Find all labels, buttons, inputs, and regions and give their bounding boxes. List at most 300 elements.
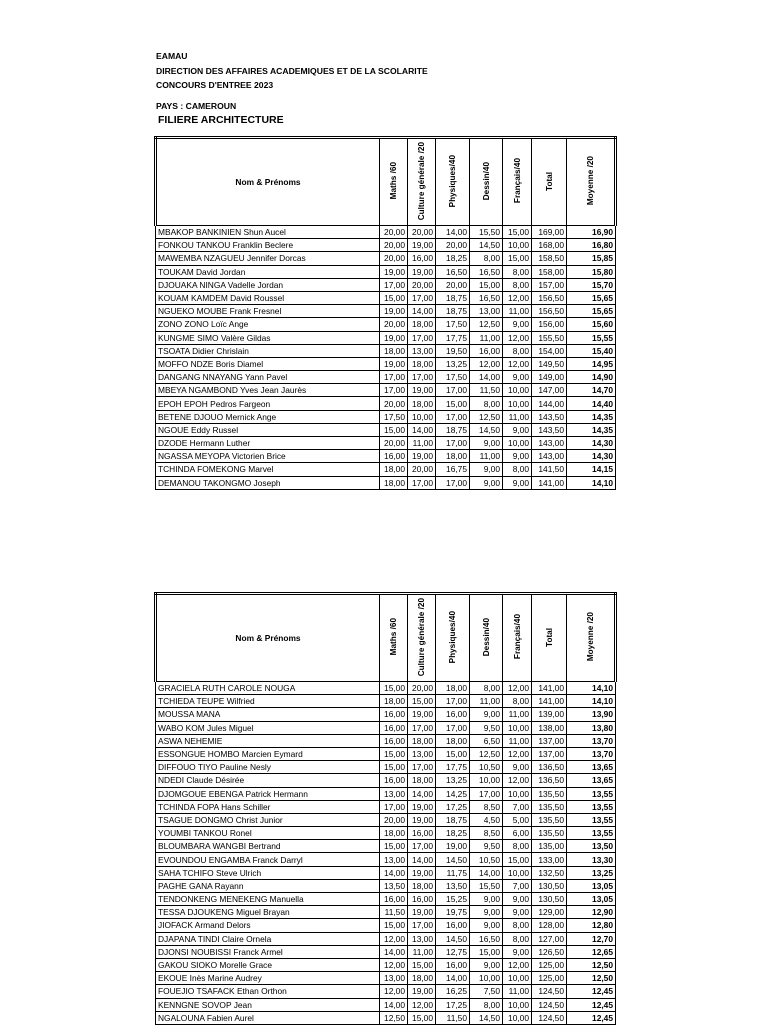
cell-name: MOFFO NDZE Boris Diamel [156,357,380,370]
cell-moyenne: 15,60 [567,318,616,331]
cell-dessin: 8,00 [470,397,503,410]
table-row [156,734,616,747]
cell-dessin: 12,00 [470,357,503,370]
cell-culture: 13,00 [408,344,436,357]
cell-culture: 18,00 [408,972,436,985]
table-row [156,919,616,932]
table-row [156,813,616,826]
cell-moyenne: 12,45 [567,985,616,998]
cell-maths: 17,00 [380,800,408,813]
cell-dessin: 14,50 [470,423,503,436]
cell-francais: 8,00 [503,919,532,932]
cell-moyenne: 15,65 [567,305,616,318]
cell-physiques: 13,50 [436,879,470,892]
cell-dessin: 8,00 [470,998,503,1011]
cell-total: 141,00 [532,682,567,695]
cell-name: DJONSI NOUBISSI Franck Armel [156,945,380,958]
cell-francais: 10,00 [503,866,532,879]
cell-name: NGOUE Eddy Russel [156,423,380,436]
table-row [156,291,616,304]
table-row [156,932,616,945]
table-row [156,265,616,278]
cell-total: 143,00 [532,450,567,463]
table-row [156,318,616,331]
table-row [156,476,616,489]
cell-moyenne: 13,05 [567,879,616,892]
cell-dessin: 9,00 [470,919,503,932]
cell-maths: 12,00 [380,958,408,971]
cell-francais: 10,00 [503,972,532,985]
table-row [156,972,616,985]
cell-moyenne: 13,25 [567,866,616,879]
cell-moyenne: 12,45 [567,998,616,1011]
cell-moyenne: 15,80 [567,265,616,278]
cell-francais: 10,00 [503,397,532,410]
cell-physiques: 15,25 [436,893,470,906]
cell-francais: 6,00 [503,827,532,840]
cell-francais: 12,00 [503,958,532,971]
cell-maths: 12,00 [380,932,408,945]
cell-culture: 17,00 [408,476,436,489]
cell-maths: 15,00 [380,840,408,853]
cell-culture: 14,00 [408,853,436,866]
cell-name: TOUKAM David Jordan [156,265,380,278]
cell-name: DZODE Hermann Luther [156,437,380,450]
cell-physiques: 14,25 [436,787,470,800]
column-header-physiques: Physiques/40 [436,594,470,682]
cell-francais: 15,00 [503,252,532,265]
cell-francais: 11,00 [503,305,532,318]
cell-culture: 19,00 [408,985,436,998]
cell-total: 147,00 [532,384,567,397]
cell-name: TCHINDA FOPA Hans Schiller [156,800,380,813]
cell-physiques: 14,50 [436,853,470,866]
table-row [156,866,616,879]
cell-name: SAHA TCHIFO Steve Ulrich [156,866,380,879]
cell-physiques: 11,50 [436,1011,470,1024]
cell-total: 127,00 [532,932,567,945]
cell-maths: 20,00 [380,252,408,265]
cell-culture: 20,00 [408,226,436,239]
cell-dessin: 8,50 [470,827,503,840]
cell-total: 141,50 [532,463,567,476]
cell-physiques: 17,25 [436,998,470,1011]
cell-maths: 16,00 [380,721,408,734]
cell-moyenne: 13,55 [567,800,616,813]
table-row [156,774,616,787]
cell-physiques: 16,25 [436,985,470,998]
cell-dessin: 10,00 [470,972,503,985]
cell-maths: 20,00 [380,437,408,450]
cell-dessin: 17,00 [470,787,503,800]
cell-moyenne: 15,65 [567,291,616,304]
cell-dessin: 4,50 [470,813,503,826]
cell-dessin: 15,00 [470,945,503,958]
cell-total: 137,00 [532,747,567,760]
cell-dessin: 9,50 [470,721,503,734]
cell-maths: 14,00 [380,998,408,1011]
cell-culture: 19,00 [408,239,436,252]
cell-name: TSAGUE DONGMO Christ Junior [156,813,380,826]
cell-dessin: 11,00 [470,695,503,708]
cell-dessin: 8,50 [470,800,503,813]
cell-dessin: 14,00 [470,866,503,879]
cell-maths: 16,00 [380,774,408,787]
cell-total: 155,50 [532,331,567,344]
cell-culture: 13,00 [408,932,436,945]
cell-total: 154,00 [532,344,567,357]
cell-name: KOUAM KAMDEM David Roussel [156,291,380,304]
cell-total: 137,00 [532,734,567,747]
cell-culture: 18,00 [408,879,436,892]
cell-culture: 17,00 [408,840,436,853]
cell-culture: 18,00 [408,734,436,747]
cell-francais: 9,00 [503,893,532,906]
cell-physiques: 17,00 [436,695,470,708]
cell-culture: 12,00 [408,998,436,1011]
cell-physiques: 18,75 [436,813,470,826]
cell-dessin: 10,50 [470,853,503,866]
cell-francais: 8,00 [503,344,532,357]
cell-total: 129,00 [532,906,567,919]
cell-francais: 10,00 [503,384,532,397]
cell-name: EVOUNDOU ENGAMBA Franck Darryl [156,853,380,866]
cell-name: NGALOUNA Fabien Aurel [156,1011,380,1024]
cell-francais: 12,00 [503,331,532,344]
cell-total: 139,00 [532,708,567,721]
cell-maths: 20,00 [380,318,408,331]
cell-physiques: 16,00 [436,919,470,932]
country-label: PAYS : CAMEROUN [156,100,237,111]
cell-francais: 12,00 [503,357,532,370]
cell-maths: 15,00 [380,291,408,304]
table-row [156,410,616,423]
cell-total: 136,50 [532,761,567,774]
cell-name: DJOMGOUE EBENGA Patrick Hermann [156,787,380,800]
table-row [156,397,616,410]
cell-dessin: 15,50 [470,226,503,239]
cell-francais: 15,00 [503,226,532,239]
cell-maths: 12,50 [380,1011,408,1024]
cell-dessin: 16,50 [470,932,503,945]
cell-culture: 15,00 [408,958,436,971]
column-header-moyenne: Moyenne /20 [567,594,616,682]
cell-maths: 20,00 [380,226,408,239]
cell-dessin: 9,00 [470,463,503,476]
cell-maths: 17,00 [380,384,408,397]
cell-culture: 18,00 [408,357,436,370]
direction-title: DIRECTION DES AFFAIRES ACADEMIQUES ET DE LA SCOLARITE [156,65,428,76]
cell-francais: 9,00 [503,423,532,436]
cell-total: 124,50 [532,998,567,1011]
cell-francais: 9,00 [503,761,532,774]
table-row [156,357,616,370]
cell-maths: 13,00 [380,972,408,985]
table-row [156,998,616,1011]
cell-total: 143,50 [532,423,567,436]
cell-dessin: 12,50 [470,318,503,331]
cell-physiques: 17,00 [436,437,470,450]
cell-dessin: 11,00 [470,331,503,344]
cell-francais: 8,00 [503,278,532,291]
cell-maths: 20,00 [380,397,408,410]
cell-total: 169,00 [532,226,567,239]
cell-moyenne: 14,10 [567,695,616,708]
cell-name: MAWEMBA NZAGUEU Jennifer Dorcas [156,252,380,265]
table-row [156,840,616,853]
cell-francais: 10,00 [503,1011,532,1024]
table-row [156,787,616,800]
cell-maths: 18,00 [380,476,408,489]
cell-dessin: 9,00 [470,437,503,450]
cell-culture: 20,00 [408,278,436,291]
column-header-francais: Français/40 [503,594,532,682]
cell-dessin: 9,00 [470,906,503,919]
table-row [156,695,616,708]
cell-maths: 19,00 [380,357,408,370]
table-row [156,278,616,291]
cell-name: DANGANG NNAYANG Yann Pavel [156,371,380,384]
cell-maths: 18,00 [380,463,408,476]
cell-total: 158,50 [532,252,567,265]
cell-culture: 11,00 [408,437,436,450]
cell-maths: 20,00 [380,813,408,826]
cell-francais: 8,00 [503,265,532,278]
table-row [156,384,616,397]
cell-moyenne: 13,55 [567,787,616,800]
cell-physiques: 18,00 [436,734,470,747]
cell-francais: 15,00 [503,853,532,866]
cell-name: NGASSA MEYOPA Victorien Brice [156,450,380,463]
cell-total: 130,50 [532,893,567,906]
table-row [156,423,616,436]
cell-maths: 13,00 [380,853,408,866]
cell-culture: 17,00 [408,331,436,344]
cell-physiques: 18,25 [436,827,470,840]
cell-moyenne: 13,50 [567,840,616,853]
cell-name: WABO KOM Jules Miguel [156,721,380,734]
table-row [156,708,616,721]
cell-maths: 20,00 [380,239,408,252]
column-header-moyenne: Moyenne /20 [567,138,616,226]
cell-culture: 17,00 [408,291,436,304]
cell-maths: 18,00 [380,344,408,357]
column-header-name: Nom & Prénoms [156,594,380,682]
cell-moyenne: 12,65 [567,945,616,958]
cell-moyenne: 12,90 [567,906,616,919]
cell-dessin: 8,00 [470,682,503,695]
cell-physiques: 14,00 [436,226,470,239]
cell-culture: 19,00 [408,450,436,463]
cell-francais: 11,00 [503,734,532,747]
table-row [156,761,616,774]
cell-maths: 16,00 [380,450,408,463]
cell-total: 128,00 [532,919,567,932]
cell-physiques: 17,75 [436,331,470,344]
cell-moyenne: 12,50 [567,958,616,971]
cell-physiques: 19,50 [436,344,470,357]
cell-physiques: 15,00 [436,397,470,410]
cell-moyenne: 13,30 [567,853,616,866]
cell-culture: 18,00 [408,397,436,410]
cell-francais: 5,00 [503,813,532,826]
cell-moyenne: 13,70 [567,747,616,760]
cell-maths: 15,00 [380,747,408,760]
cell-name: KUNGME SIMO Valère Gildas [156,331,380,344]
cell-moyenne: 12,45 [567,1011,616,1024]
cell-total: 156,50 [532,305,567,318]
cell-total: 126,50 [532,945,567,958]
table-row [156,853,616,866]
cell-total: 168,00 [532,239,567,252]
column-header-name: Nom & Prénoms [156,138,380,226]
cell-moyenne: 13,05 [567,893,616,906]
cell-culture: 17,00 [408,919,436,932]
cell-name: FOUEJIO TSAFACK Ethan Orthon [156,985,380,998]
column-header-culture: Culture générale /20 [408,138,436,226]
cell-maths: 14,00 [380,945,408,958]
cell-physiques: 11,75 [436,866,470,879]
cell-moyenne: 15,40 [567,344,616,357]
table-row [156,239,616,252]
cell-total: 141,00 [532,695,567,708]
cell-physiques: 17,00 [436,384,470,397]
table-row [156,450,616,463]
cell-name: DEMANOU TAKONGMO Joseph [156,476,380,489]
cell-culture: 16,00 [408,252,436,265]
cell-maths: 15,00 [380,682,408,695]
cell-physiques: 18,00 [436,450,470,463]
cell-total: 156,00 [532,318,567,331]
cell-dessin: 16,00 [470,344,503,357]
cell-culture: 14,00 [408,787,436,800]
cell-name: JIOFACK Armand Delors [156,919,380,932]
cell-moyenne: 12,80 [567,919,616,932]
cell-total: 141,00 [532,476,567,489]
cell-moyenne: 13,65 [567,761,616,774]
cell-francais: 9,00 [503,906,532,919]
cell-physiques: 17,50 [436,371,470,384]
cell-physiques: 18,75 [436,305,470,318]
cell-total: 132,50 [532,866,567,879]
cell-francais: 10,00 [503,787,532,800]
cell-francais: 11,00 [503,985,532,998]
cell-francais: 7,00 [503,800,532,813]
cell-total: 135,50 [532,800,567,813]
cell-maths: 18,00 [380,827,408,840]
cell-francais: 8,00 [503,463,532,476]
cell-culture: 17,00 [408,761,436,774]
cell-total: 133,00 [532,853,567,866]
cell-name: MBAKOP BANKINIEN Shun Aucel [156,226,380,239]
cell-maths: 17,00 [380,371,408,384]
cell-dessin: 11,50 [470,384,503,397]
cell-physiques: 15,00 [436,747,470,760]
column-header-dessin: Dessin/40 [470,594,503,682]
column-header-dessin: Dessin/40 [470,138,503,226]
cell-name: DJOUAKA NINGA Vadelle Jordan [156,278,380,291]
cell-maths: 15,00 [380,919,408,932]
cell-culture: 13,00 [408,747,436,760]
table-row [156,682,616,695]
cell-culture: 16,00 [408,893,436,906]
cell-total: 158,00 [532,265,567,278]
cell-physiques: 16,00 [436,708,470,721]
cell-dessin: 14,50 [470,239,503,252]
cell-physiques: 14,50 [436,932,470,945]
cell-name: BETENE DJOUO Mernick Ange [156,410,380,423]
cell-culture: 10,00 [408,410,436,423]
cell-name: ASWA NEHEMIE [156,734,380,747]
cell-culture: 15,00 [408,1011,436,1024]
column-header-maths: Maths /60 [380,594,408,682]
cell-total: 135,50 [532,827,567,840]
cell-physiques: 14,00 [436,972,470,985]
cell-francais: 12,00 [503,682,532,695]
cell-dessin: 13,00 [470,305,503,318]
cell-francais: 11,00 [503,708,532,721]
cell-dessin: 9,00 [470,893,503,906]
table-row [156,945,616,958]
cell-name: NDEDI Claude Désirée [156,774,380,787]
table-row [156,906,616,919]
column-header-maths: Maths /60 [380,138,408,226]
cell-name: BLOUMBARA WANGBI Bertrand [156,840,380,853]
cell-culture: 19,00 [408,265,436,278]
cell-maths: 15,00 [380,761,408,774]
cell-physiques: 18,00 [436,682,470,695]
cell-culture: 20,00 [408,682,436,695]
cell-dessin: 9,50 [470,840,503,853]
cell-moyenne: 15,85 [567,252,616,265]
cell-name: YOUMBI TANKOU Ronel [156,827,380,840]
column-header-physiques: Physiques/40 [436,138,470,226]
cell-culture: 14,00 [408,423,436,436]
cell-total: 135,50 [532,813,567,826]
cell-physiques: 18,75 [436,291,470,304]
concours-title: CONCOURS D'ENTREE 2023 [156,80,274,90]
cell-francais: 10,00 [503,721,532,734]
cell-francais: 12,00 [503,774,532,787]
cell-dessin: 9,00 [470,708,503,721]
cell-physiques: 20,00 [436,239,470,252]
cell-dessin: 14,50 [470,1011,503,1024]
cell-name: DJAPANA TINDI Claire Ornela [156,932,380,945]
cell-moyenne: 16,80 [567,239,616,252]
cell-maths: 16,00 [380,708,408,721]
cell-total: 144,00 [532,397,567,410]
cell-dessin: 16,50 [470,291,503,304]
cell-name: PAGHE GANA Rayann [156,879,380,892]
cell-name: MOUSSA MANA [156,708,380,721]
cell-physiques: 17,75 [436,761,470,774]
cell-name: KENNGNE SOVOP Jean [156,998,380,1011]
cell-moyenne: 14,95 [567,357,616,370]
cell-maths: 17,00 [380,278,408,291]
cell-maths: 12,00 [380,985,408,998]
cell-physiques: 16,00 [436,958,470,971]
cell-francais: 12,00 [503,747,532,760]
table-row [156,893,616,906]
cell-dessin: 6,50 [470,734,503,747]
cell-physiques: 17,25 [436,800,470,813]
cell-francais: 10,00 [503,437,532,450]
cell-dessin: 14,00 [470,371,503,384]
cell-francais: 8,00 [503,932,532,945]
cell-dessin: 9,00 [470,476,503,489]
cell-maths: 19,00 [380,305,408,318]
cell-culture: 19,00 [408,384,436,397]
